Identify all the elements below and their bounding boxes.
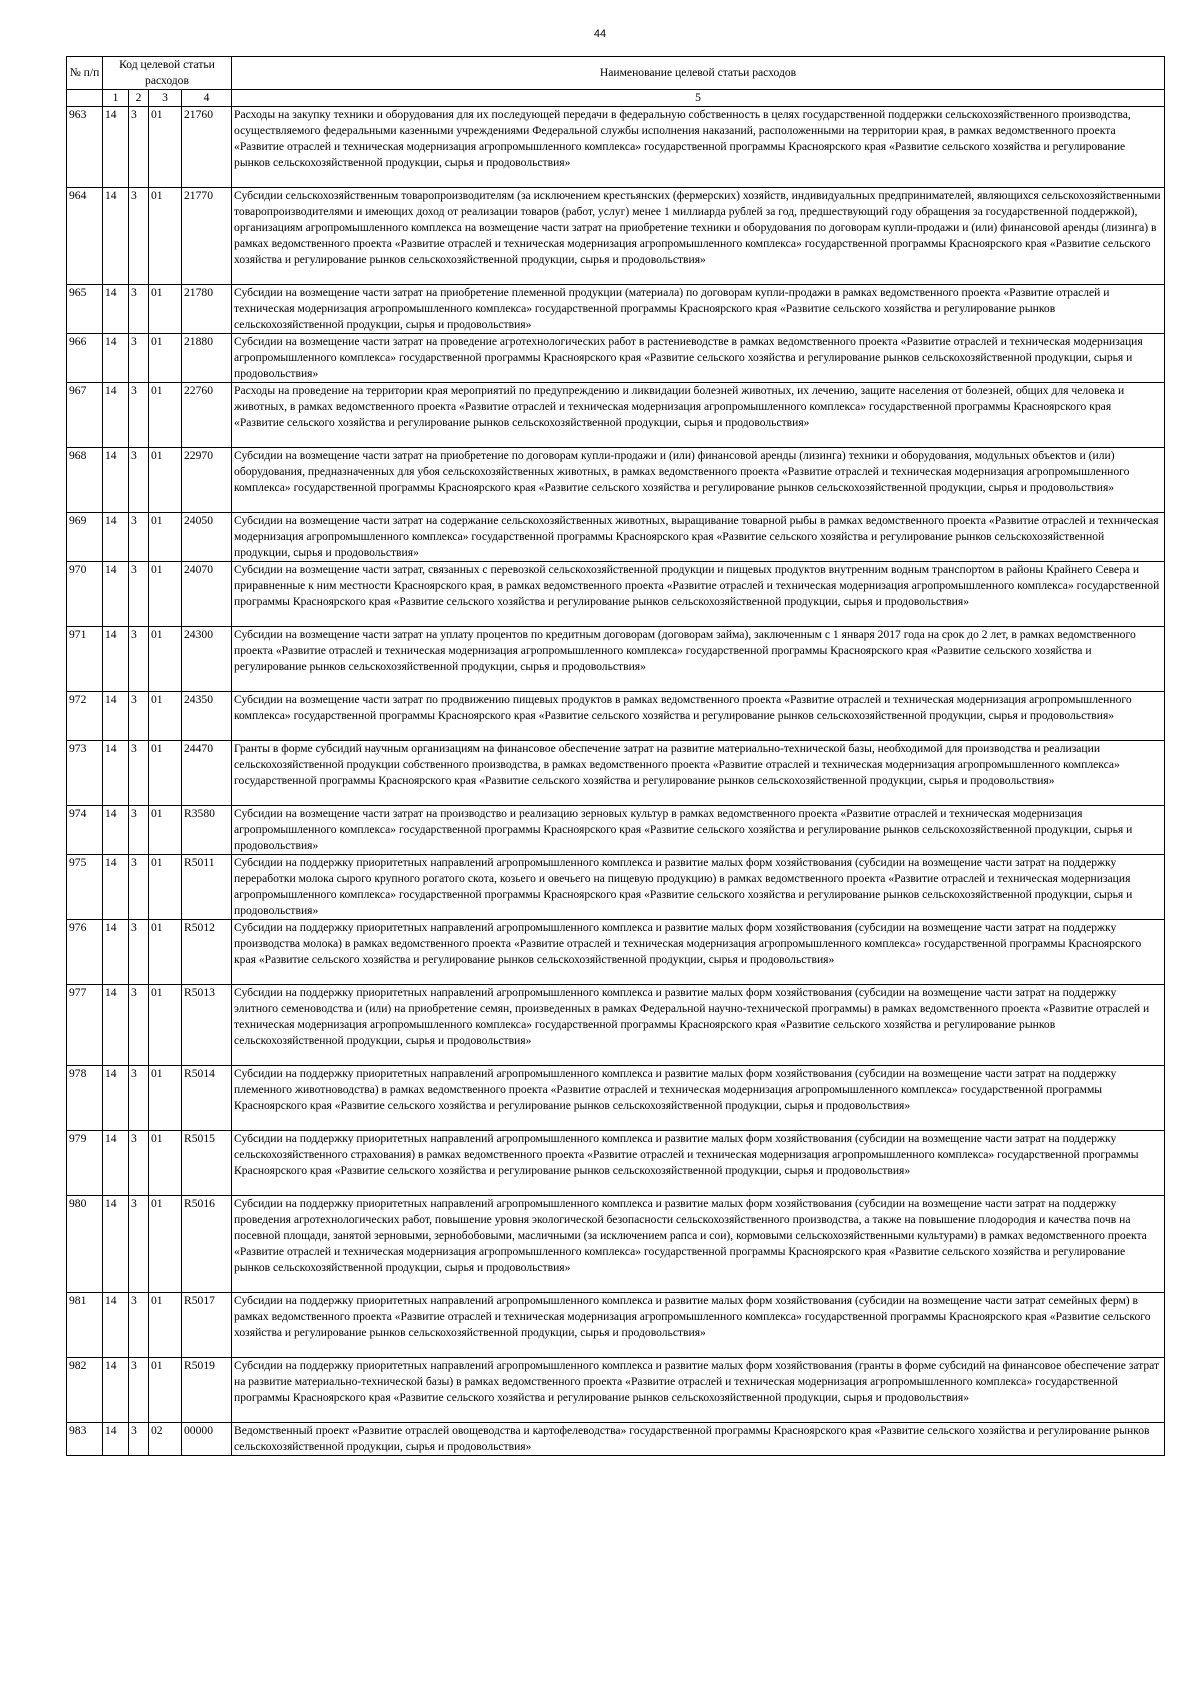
code-part-4: 24070: [182, 562, 232, 627]
table-row: [67, 334, 1165, 383]
code-part-4: R3580: [182, 806, 232, 855]
header-name: Наименование целевой статьи расходов: [232, 57, 1165, 90]
code-part-1: 14: [103, 1131, 129, 1196]
code-part-2: 3: [129, 920, 149, 985]
code-part-4: 21880: [182, 334, 232, 383]
row-number: 978: [67, 1066, 103, 1131]
code-part-2: 3: [129, 627, 149, 692]
code-part-4: 24350: [182, 692, 232, 741]
table-row: [67, 1066, 1165, 1131]
row-number: 983: [67, 1423, 103, 1456]
code-part-2: 3: [129, 383, 149, 448]
row-description: Ведомственный проект «Развитие отраслей овощеводства и картофелеводства» государственной программы Красноярского края «Развитие сельского хозяйства и регулирование рынков сельскохозяйственной продукции, сырья и продовольствия»: [232, 1423, 1165, 1456]
code-part-1: 14: [103, 1423, 129, 1456]
code-part-3: 01: [149, 855, 182, 920]
code-part-4: R5014: [182, 1066, 232, 1131]
code-part-1: 14: [103, 627, 129, 692]
table-row: [67, 562, 1165, 627]
code-part-3: 01: [149, 1293, 182, 1358]
code-part-3: 01: [149, 1358, 182, 1423]
code-part-4: 21780: [182, 285, 232, 334]
row-number: 974: [67, 806, 103, 855]
row-description: Расходы на проведение на территории края мероприятий по предупреждению и ликвидации болезней животных, их лечению, защите населения от болезней, общих для человека и животных, в рамках ведомственного проекта «Развитие отраслей и техническая модернизация агропромышленного комплекса» государственной программы Красноярского края «Развитие сельского хозяйства и регулирование рынков сельскохозяйственной продукции, сырья и продовольствия»: [232, 383, 1165, 448]
table-row: [67, 627, 1165, 692]
table-row: [67, 1358, 1165, 1423]
code-part-4: R5017: [182, 1293, 232, 1358]
page-number: 44: [593, 28, 607, 40]
table-row: [67, 1131, 1165, 1196]
header-colnum: 3: [149, 90, 182, 107]
table-row: [67, 741, 1165, 806]
code-part-1: 14: [103, 334, 129, 383]
table-row: [67, 513, 1165, 562]
code-part-1: 14: [103, 188, 129, 285]
code-part-2: 3: [129, 806, 149, 855]
code-part-3: 01: [149, 448, 182, 513]
row-description: Гранты в форме субсидий научным организациям на финансовое обеспечение затрат на развитие материально-технической базы, необходимой для производства и реализации сельскохозяйственной продукции собственного производства, в рамках ведомственного проекта «Развитие отраслей и техническая модернизация агропромышленного комплекса» государственной программы Красноярского края «Развитие сельского хозяйства и регулирование рынков сельскохозяйственной продукции, сырья и продовольствия»: [232, 741, 1165, 806]
code-part-3: 01: [149, 285, 182, 334]
header-num: № п/п: [67, 57, 103, 90]
code-part-1: 14: [103, 1358, 129, 1423]
table-row: [67, 383, 1165, 448]
row-description: Субсидии на поддержку приоритетных направлений агропромышленного комплекса и развитие малых форм хозяйствования (субсидии на возмещение части затрат на поддержку проведения агротехнологических работ, повышение уровня экологической безопасности сельскохозяйственного производства, а также на повышение плодородия и качества почв на посевной площади, занятой зерновыми, зернобобовыми, масличными (за исключением рапса и сои), кормовыми сельскохозяйственными культурами) в рамках ведомственного проекта «Развитие отраслей и техническая модернизация агропромышленного комплекса» государственной программы Красноярского края «Развитие сельского хозяйства и регулирование рынков сельскохозяйственной продукции, сырья и продовольствия»: [232, 1196, 1165, 1293]
code-part-1: 14: [103, 513, 129, 562]
row-description: Субсидии на возмещение части затрат по продвижению пищевых продуктов в рамках ведомственного проекта «Развитие отраслей и техническая модернизация агропромышленного комплекса» государственной программы Красноярского края «Развитие сельского хозяйства и регулирование рынков сельскохозяйственной продукции, сырья и продовольствия»: [232, 692, 1165, 741]
header-colnum: 5: [232, 90, 1165, 107]
table-row: [67, 285, 1165, 334]
row-number: 964: [67, 188, 103, 285]
row-number: 968: [67, 448, 103, 513]
row-description: Субсидии сельскохозяйственным товаропроизводителям (за исключением крестьянских (фермерских) хозяйств, индивидуальных предпринимателей, являющихся сельскохозяйственными товаропроизводителями и имеющих доход от реализации товаров (работ, услуг) менее 1 миллиарда рублей за год, предшествующий году обращения за государственной поддержкой), организациям агропромышленного комплекса на возмещение части затрат на приобретение техники и оборудования по договорам купли-продажи и (или) финансовой аренды (лизинга) в рамках ведомственного проекта «Развитие отраслей и техническая модернизация агропромышленного комплекса» государственной программы Красноярского края «Развитие сельского хозяйства и регулирование рынков сельскохозяйственной продукции, сырья и продовольствия»: [232, 188, 1165, 285]
row-number: 963: [67, 107, 103, 188]
code-part-3: 01: [149, 692, 182, 741]
code-part-3: 01: [149, 741, 182, 806]
row-number: 966: [67, 334, 103, 383]
budget-table: [66, 56, 1165, 1456]
code-part-1: 14: [103, 692, 129, 741]
row-number: 979: [67, 1131, 103, 1196]
code-part-2: 3: [129, 334, 149, 383]
code-part-1: 14: [103, 448, 129, 513]
code-part-2: 3: [129, 741, 149, 806]
code-part-4: R5011: [182, 855, 232, 920]
code-part-2: 3: [129, 1358, 149, 1423]
row-description: Субсидии на поддержку приоритетных направлений агропромышленного комплекса и развитие малых форм хозяйствования (субсидии на возмещение части затрат на поддержку сельскохозяйственного страхования) в рамках ведомственного проекта «Развитие отраслей и техническая модернизация агропромышленного комплекса» государственной программы Красноярского края «Развитие сельского хозяйства и регулирование рынков сельскохозяйственной продукции, сырья и продовольствия»: [232, 1131, 1165, 1196]
row-number: 967: [67, 383, 103, 448]
code-part-2: 3: [129, 985, 149, 1066]
row-description: Субсидии на возмещение части затрат на приобретение племенной продукции (материала) по договорам купли-продажи в рамках ведомственного проекта «Развитие отраслей и техническая модернизация агропромышленного комплекса» государственной программы Красноярского края «Развитие сельского хозяйства и регулирование рынков сельскохозяйственной продукции, сырья и продовольствия»: [232, 285, 1165, 334]
code-part-1: 14: [103, 855, 129, 920]
code-part-2: 3: [129, 1293, 149, 1358]
code-part-3: 01: [149, 1066, 182, 1131]
table-row: [67, 1196, 1165, 1293]
code-part-2: 3: [129, 285, 149, 334]
code-part-4: 21760: [182, 107, 232, 188]
table-row: [67, 107, 1165, 188]
code-part-3: 01: [149, 107, 182, 188]
table-row: [67, 855, 1165, 920]
code-part-2: 3: [129, 448, 149, 513]
code-part-2: 3: [129, 107, 149, 188]
row-number: 981: [67, 1293, 103, 1358]
code-part-1: 14: [103, 1066, 129, 1131]
code-part-4: R5013: [182, 985, 232, 1066]
code-part-1: 14: [103, 920, 129, 985]
code-part-3: 01: [149, 513, 182, 562]
row-number: 973: [67, 741, 103, 806]
code-part-1: 14: [103, 107, 129, 188]
code-part-1: 14: [103, 985, 129, 1066]
row-number: 977: [67, 985, 103, 1066]
code-part-4: 24300: [182, 627, 232, 692]
row-description: Субсидии на возмещение части затрат на проведение агротехнологических работ в растениеводстве в рамках ведомственного проекта «Развитие отраслей и техническая модернизация агропромышленного комплекса» государственной программы Красноярского края «Развитие сельского хозяйства и регулирование рынков сельскохозяйственной продукции, сырья и продовольствия»: [232, 334, 1165, 383]
row-description: Субсидии на поддержку приоритетных направлений агропромышленного комплекса и развитие малых форм хозяйствования (субсидии на возмещение части затрат семейных ферм) в рамках ведомственного проекта «Развитие отраслей и техническая модернизация агропромышленного комплекса» государственной программы Красноярского края «Развитие сельского хозяйства и регулирование рынков сельскохозяйственной продукции, сырья и продовольствия»: [232, 1293, 1165, 1358]
table-row: [67, 1293, 1165, 1358]
code-part-4: R5019: [182, 1358, 232, 1423]
table-row: [67, 1423, 1165, 1456]
code-part-2: 3: [129, 188, 149, 285]
row-number: 972: [67, 692, 103, 741]
code-part-2: 3: [129, 1423, 149, 1456]
code-part-2: 3: [129, 1066, 149, 1131]
code-part-4: 21770: [182, 188, 232, 285]
code-part-1: 14: [103, 1293, 129, 1358]
code-part-1: 14: [103, 806, 129, 855]
row-number: 971: [67, 627, 103, 692]
code-part-3: 01: [149, 562, 182, 627]
row-description: Субсидии на возмещение части затрат, связанных с перевозкой сельскохозяйственной продукции и пищевых продуктов внутренним водным транспортом в районы Крайнего Севера и приравненные к ним местности Красноярского края, в рамках ведомственного проекта «Развитие отраслей и техническая модернизация агропромышленного комплекса» государственной программы Красноярского края «Развитие сельского хозяйства и регулирование рынков сельскохозяйственной продукции, сырья и продовольствия»: [232, 562, 1165, 627]
code-part-1: 14: [103, 383, 129, 448]
row-description: Субсидии на поддержку приоритетных направлений агропромышленного комплекса и развитие малых форм хозяйствования (субсидии на возмещение части затрат на поддержку племенного животноводства) в рамках ведомственного проекта «Развитие отраслей и техническая модернизация агропромышленного комплекса» государственной программы Красноярского края «Развитие сельского хозяйства и регулирование рынков сельскохозяйственной продукции, сырья и продовольствия»: [232, 1066, 1165, 1131]
code-part-3: 01: [149, 1196, 182, 1293]
header-colnum: 4: [182, 90, 232, 107]
row-description: Субсидии на возмещение части затрат на приобретение по договорам купли-продажи и (или) финансовой аренды (лизинга) техники и оборудования, модульных объектов и (или) оборудования, предназначенных для убоя сельскохозяйственных животных, в рамках ведомственного проекта «Развитие отраслей и техническая модернизация агропромышленного комплекса» государственной программы Красноярского края «Развитие сельского хозяйства и регулирование рынков сельскохозяйственной продукции, сырья и продовольствия»: [232, 448, 1165, 513]
code-part-1: 14: [103, 741, 129, 806]
code-part-4: 00000: [182, 1423, 232, 1456]
row-number: 982: [67, 1358, 103, 1423]
code-part-3: 01: [149, 188, 182, 285]
table-row: [67, 985, 1165, 1066]
row-description: Субсидии на возмещение части затрат на производство и реализацию зерновых культур в рамках ведомственного проекта «Развитие отраслей и техническая модернизация агропромышленного комплекса» государственной программы Красноярского края «Развитие сельского хозяйства и регулирование рынков сельскохозяйственной продукции, сырья и продовольствия»: [232, 806, 1165, 855]
code-part-4: 24470: [182, 741, 232, 806]
table-row: [67, 692, 1165, 741]
row-number: 980: [67, 1196, 103, 1293]
code-part-3: 01: [149, 383, 182, 448]
code-part-3: 02: [149, 1423, 182, 1456]
code-part-3: 01: [149, 920, 182, 985]
row-description: Субсидии на поддержку приоритетных направлений агропромышленного комплекса и развитие малых форм хозяйствования (гранты в форме субсидий на финансовое обеспечение затрат на развитие материально-технической базы) в рамках ведомственного проекта «Развитие отраслей и техническая модернизация агропромышленного комплекса» государственной программы Красноярского края «Развитие сельского хозяйства и регулирование рынков сельскохозяйственной продукции, сырья и продовольствия»: [232, 1358, 1165, 1423]
row-description: Расходы на закупку техники и оборудования для их последующей передачи в федеральную собственность в целях государственной поддержки сельскохозяйственного производства, осуществляемого федеральными казенными учреждениями Федеральной службы исполнения наказаний, расположенными на территории края, в рамках ведомственного проекта «Развитие отраслей и техническая модернизация агропромышленного комплекса» государственной программы Красноярского края «Развитие сельского хозяйства и регулирование рынков сельскохозяйственной продукции, сырья и продовольствия»: [232, 107, 1165, 188]
table-row: [67, 188, 1165, 285]
code-part-4: R5012: [182, 920, 232, 985]
code-part-2: 3: [129, 1131, 149, 1196]
code-part-2: 3: [129, 855, 149, 920]
code-part-1: 14: [103, 285, 129, 334]
code-part-4: 22970: [182, 448, 232, 513]
code-part-2: 3: [129, 513, 149, 562]
row-description: Субсидии на поддержку приоритетных направлений агропромышленного комплекса и развитие малых форм хозяйствования (субсидии на возмещение части затрат на поддержку переработки молока сырого крупного рогатого скота, козьего и овечьего на пищевую продукцию) в рамках ведомственного проекта «Развитие отраслей и техническая модернизация агропромышленного комплекса» государственной программы Красноярского края «Развитие сельского хозяйства и регулирование рынков сельскохозяйственной продукции, сырья и продовольствия»: [232, 855, 1165, 920]
code-part-3: 01: [149, 334, 182, 383]
row-number: 965: [67, 285, 103, 334]
row-description: Субсидии на возмещение части затрат на содержание сельскохозяйственных животных, выращивание товарной рыбы в рамках ведомственного проекта «Развитие отраслей и техническая модернизация агропромышленного комплекса» государственной программы Красноярского края «Развитие сельского хозяйства и регулирование рынков сельскохозяйственной продукции, сырья и продовольствия»: [232, 513, 1165, 562]
code-part-2: 3: [129, 692, 149, 741]
code-part-1: 14: [103, 562, 129, 627]
code-part-3: 01: [149, 1131, 182, 1196]
row-number: 976: [67, 920, 103, 985]
header-code-group: Код целевой статьи расходов: [103, 57, 232, 90]
row-description: Субсидии на поддержку приоритетных направлений агропромышленного комплекса и развитие малых форм хозяйствования (субсидии на возмещение части затрат на поддержку элитного семеноводства и (или) на приобретение семян, произведенных в рамках Федеральной научно-технической программы) в рамках ведомственного проекта «Развитие отраслей и техническая модернизация агропромышленного комплекса» государственной программы Красноярского края «Развитие сельского хозяйства и регулирование рынков сельскохозяйственной продукции, сырья и продовольствия»: [232, 985, 1165, 1066]
header-colnum: 1: [103, 90, 129, 107]
table-row: [67, 920, 1165, 985]
code-part-4: 24050: [182, 513, 232, 562]
table-row: [67, 448, 1165, 513]
row-number: 975: [67, 855, 103, 920]
code-part-3: 01: [149, 806, 182, 855]
table-row: [67, 806, 1165, 855]
code-part-3: 01: [149, 985, 182, 1066]
row-number: 969: [67, 513, 103, 562]
code-part-4: 22760: [182, 383, 232, 448]
row-description: Субсидии на поддержку приоритетных направлений агропромышленного комплекса и развитие малых форм хозяйствования (субсидии на возмещение части затрат на поддержку производства молока) в рамках ведомственного проекта «Развитие отраслей и техническая модернизация агропромышленного комплекса» государственной программы Красноярского края «Развитие сельского хозяйства и регулирование рынков сельскохозяйственной продукции, сырья и продовольствия»: [232, 920, 1165, 985]
row-description: Субсидии на возмещение части затрат на уплату процентов по кредитным договорам (договорам займа), заключенным с 1 января 2017 года на срок до 2 лет, в рамках ведомственного проекта «Развитие отраслей и техническая модернизация агропромышленного комплекса» государственной программы Красноярского края «Развитие сельского хозяйства и регулирование рынков сельскохозяйственной продукции, сырья и продовольствия»: [232, 627, 1165, 692]
code-part-2: 3: [129, 562, 149, 627]
header-colnum: 2: [129, 90, 149, 107]
code-part-1: 14: [103, 1196, 129, 1293]
code-part-2: 3: [129, 1196, 149, 1293]
row-number: 970: [67, 562, 103, 627]
header-colnum-blank: [67, 90, 103, 107]
code-part-4: R5015: [182, 1131, 232, 1196]
code-part-4: R5016: [182, 1196, 232, 1293]
code-part-3: 01: [149, 627, 182, 692]
